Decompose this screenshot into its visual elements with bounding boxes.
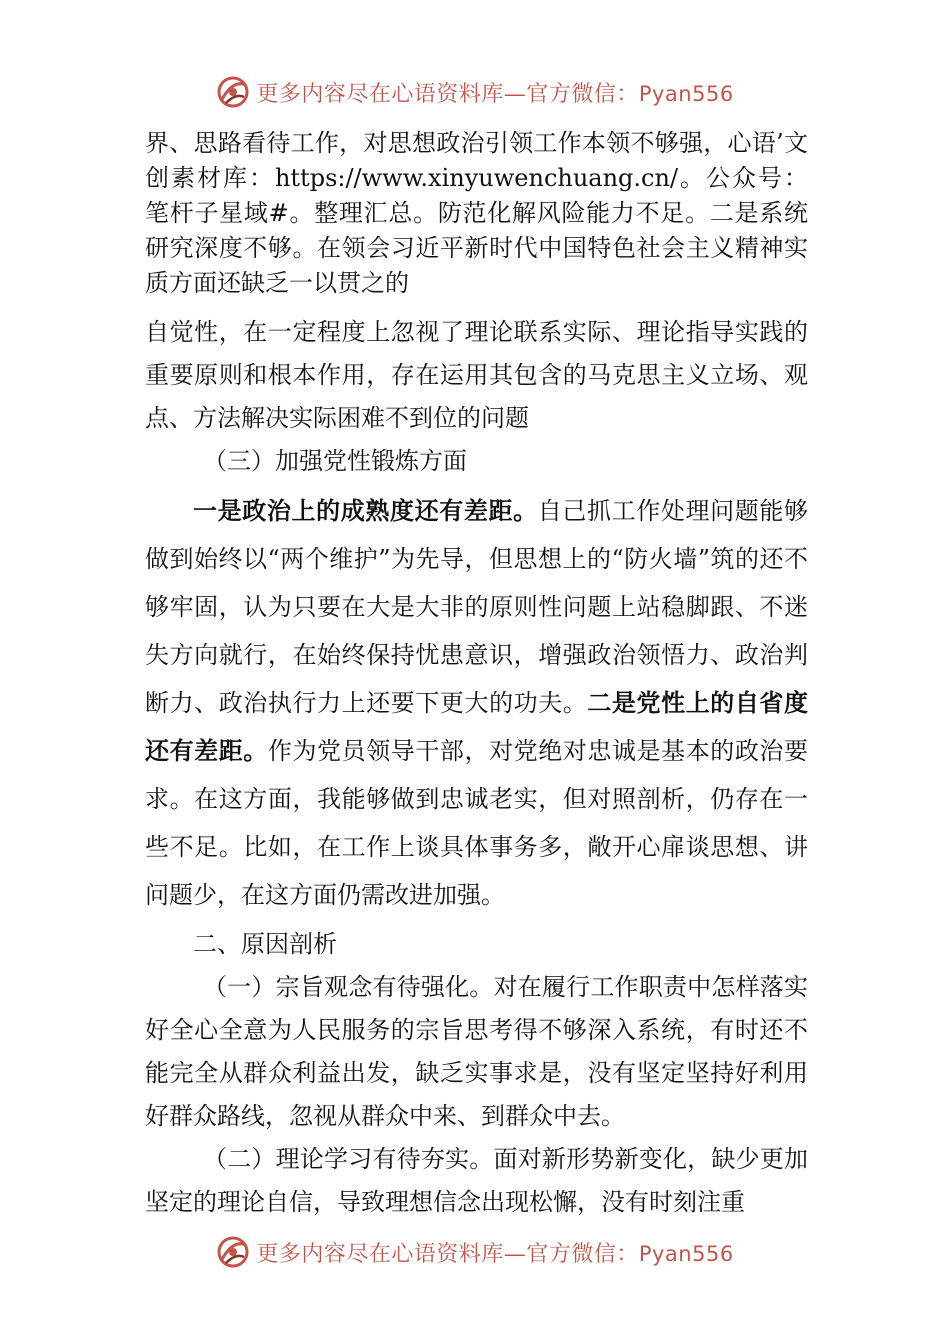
logo-icon [216,1235,250,1269]
header-banner-text: 更多内容尽在心语资料库—官方微信：Pyan556 [256,81,734,107]
point-2-text: 作为党员领导干部，对党绝对忠诚是基本的政治要求。在这方面，我能够做到忠诚老实，但对照剖析，仍存在一些不足。比如，在工作上谈具体事务多，敞开心扉谈思想、讲问题少，在这方面仍需改进加强。 [145,737,809,909]
section-heading-cause-analysis: 二、原因剖析 [193,930,337,958]
footer-wechat-id: Pyan556 [638,1241,734,1266]
logo-icon [216,75,250,109]
footer-banner [0,1230,950,1274]
paragraph-self-awareness: 自觉性，在一定程度上忽视了理论联系实际、理论指导实践的重要原则和根本作用，存在运用其包含的马克思主义立场、观点、方法解决实际困难不到位的问题 [145,318,808,432]
bold-point-2: 二是党性上的自省度还有差距。 [145,689,809,765]
paragraph-theory-study: （二）理论学习有待夯实。面对新形势新变化，缺少更加坚定的理论自信，导致理想信念出现松懈，没有时刻注重 [145,1145,808,1216]
header-banner [0,70,950,114]
document-body [145,126,808,1224]
bold-point-1: 一是政治上的成熟度还有差距。 [193,497,538,525]
header-wechat-id: Pyan556 [638,81,734,106]
paragraph-purpose: （一）宗旨观念有待强化。对在履行工作职责中怎样落实好全心全意为人民服务的宗旨思考得不够深入系统，有时还不能完全从群众利益出发，缺乏实事求是，没有坚定坚持好利用好群众路线，忽视从群众中来、到群众中去。 [145,973,808,1130]
footer-banner-text: 更多内容尽在心语资料库—官方微信：Pyan556 [256,1241,734,1267]
point-1-text: 自己抓工作处理问题能够做到始终以“两个维护”为先导，但思想上的“防火墙”筑的还不够牢固，认为只要在大是大非的原则性问题上站稳脚跟、不迷失方向就行，在始终保持忧患意识，增强政治领悟力、政治判断力、政治执行力上还要下更大的功夫。 [145,497,808,717]
subheading-party-spirit: （三）加强党性锻炼方面 [203,447,467,475]
paragraph-party-spirit [145,487,808,919]
paragraph-continuation: 界、思路看待工作，对思想政治引领工作本领不够强，心语’文创素材库：https://www.xinyuwenchuang.cn/。公众号：笔杆子星域#。整理汇总。防范化解风险能力不足。二是系统研究深度不够。在领会习近平新时代中国特色社会主义精神实质方面还缺乏一以贯之的 [145,129,808,297]
